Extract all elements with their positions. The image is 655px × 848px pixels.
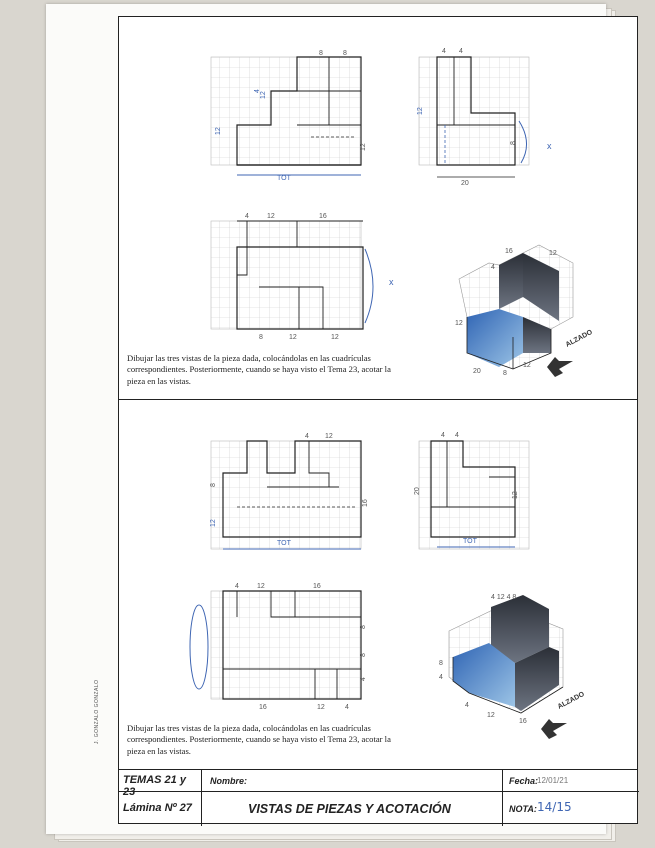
- temas-label: TEMAS 21 y 23: [119, 770, 202, 792]
- nombre-label: Nombre:: [210, 776, 248, 786]
- svg-text:TOT: TOT: [463, 538, 477, 545]
- svg-text:12: 12: [210, 519, 217, 527]
- svg-text:4: 4: [441, 432, 445, 439]
- svg-text:12: 12: [487, 712, 495, 719]
- svg-text:12: 12: [512, 491, 519, 499]
- nota-value: 14/15: [537, 800, 572, 814]
- svg-text:8: 8: [259, 334, 263, 341]
- svg-text:12: 12: [215, 127, 222, 135]
- svg-text:16: 16: [259, 704, 267, 711]
- top-instructions: Dibujar las tres vistas de la pieza dada, colocándolas en las cuadrículas correspondientes. Posteriormente, cuando se haya visto el Tema 23, acotar la pieza en las vistas.: [127, 353, 391, 386]
- bottom-alzado-label: ALZADO: [556, 690, 586, 711]
- fecha-label: Fecha:: [509, 776, 539, 786]
- svg-text:4: 4: [245, 213, 249, 220]
- svg-text:16: 16: [505, 248, 513, 255]
- fecha-field[interactable]: [502, 770, 639, 792]
- svg-text:8: 8: [319, 50, 323, 57]
- svg-text:4: 4: [465, 702, 469, 709]
- svg-text:x: x: [389, 277, 394, 287]
- svg-text:8: 8: [360, 625, 367, 629]
- top-alzado-view: [211, 50, 367, 182]
- bottom-alzado-view: [210, 433, 369, 549]
- svg-text:12: 12: [549, 250, 557, 257]
- sheet-title: VISTAS DE PIEZAS Y ACOTACIÓN: [248, 802, 451, 816]
- svg-text:4: 4: [254, 89, 261, 93]
- svg-text:20: 20: [473, 368, 481, 375]
- author-credit: J. GONZALO GONZALO: [94, 679, 100, 744]
- bottom-isometric-view: [439, 594, 586, 739]
- top-alzado-label: ALZADO: [564, 328, 594, 349]
- svg-text:8: 8: [343, 50, 347, 57]
- svg-text:4: 4: [439, 674, 443, 681]
- nota-field[interactable]: [502, 792, 639, 826]
- svg-text:12: 12: [523, 362, 531, 369]
- svg-text:12: 12: [417, 107, 424, 115]
- bottom-instructions: Dibujar las tres vistas de la pieza dada, colocándolas en las cuadrículas correspondientes. Posteriormente, cuando se haya visto el Tema 23, acotar la pieza en las vistas.: [127, 723, 391, 756]
- svg-text:20: 20: [414, 487, 421, 495]
- svg-text:20: 20: [461, 180, 469, 187]
- drawing-canvas: [119, 17, 639, 769]
- svg-text:12: 12: [455, 320, 463, 327]
- svg-text:4 12 4 8: 4 12 4 8: [491, 594, 517, 601]
- svg-text:12: 12: [267, 213, 275, 220]
- svg-text:TOT: TOT: [277, 540, 291, 547]
- top-isometric-view: [455, 245, 594, 377]
- fecha-value: 12/01/21: [537, 776, 569, 785]
- svg-text:12: 12: [360, 143, 367, 151]
- top-perfil-view: [417, 48, 552, 187]
- title-block: [119, 769, 637, 826]
- nota-label: NOTA:: [509, 804, 537, 814]
- svg-text:4: 4: [491, 264, 495, 271]
- svg-text:12: 12: [325, 433, 333, 440]
- svg-text:12: 12: [289, 334, 297, 341]
- svg-text:4: 4: [360, 677, 367, 681]
- svg-text:16: 16: [319, 213, 327, 220]
- svg-text:8: 8: [503, 370, 507, 377]
- drawing-sheet: [46, 4, 606, 834]
- svg-text:8: 8: [510, 141, 517, 145]
- svg-text:16: 16: [519, 718, 527, 725]
- svg-text:4: 4: [459, 48, 463, 55]
- bottom-planta-view: [190, 583, 367, 711]
- svg-text:4: 4: [305, 433, 309, 440]
- svg-text:4: 4: [455, 432, 459, 439]
- nombre-field[interactable]: [202, 770, 502, 792]
- svg-text:12: 12: [257, 583, 265, 590]
- top-planta-view: [211, 213, 394, 341]
- svg-text:4: 4: [345, 704, 349, 711]
- svg-text:4: 4: [235, 583, 239, 590]
- svg-text:8: 8: [210, 483, 217, 487]
- svg-text:16: 16: [362, 499, 369, 507]
- svg-text:16: 16: [313, 583, 321, 590]
- svg-text:8: 8: [360, 653, 367, 657]
- bottom-perfil-view: [414, 432, 529, 549]
- svg-text:12: 12: [331, 334, 339, 341]
- svg-text:4: 4: [442, 48, 446, 55]
- svg-text:8: 8: [439, 660, 443, 667]
- section-divider: [119, 399, 637, 400]
- svg-text:TOT: TOT: [277, 175, 291, 182]
- sheet-frame: [118, 16, 638, 824]
- svg-text:12: 12: [317, 704, 325, 711]
- svg-text:x: x: [547, 141, 552, 151]
- svg-text:12: 12: [260, 91, 267, 99]
- lamina-label: Lámina Nº 27: [119, 792, 202, 826]
